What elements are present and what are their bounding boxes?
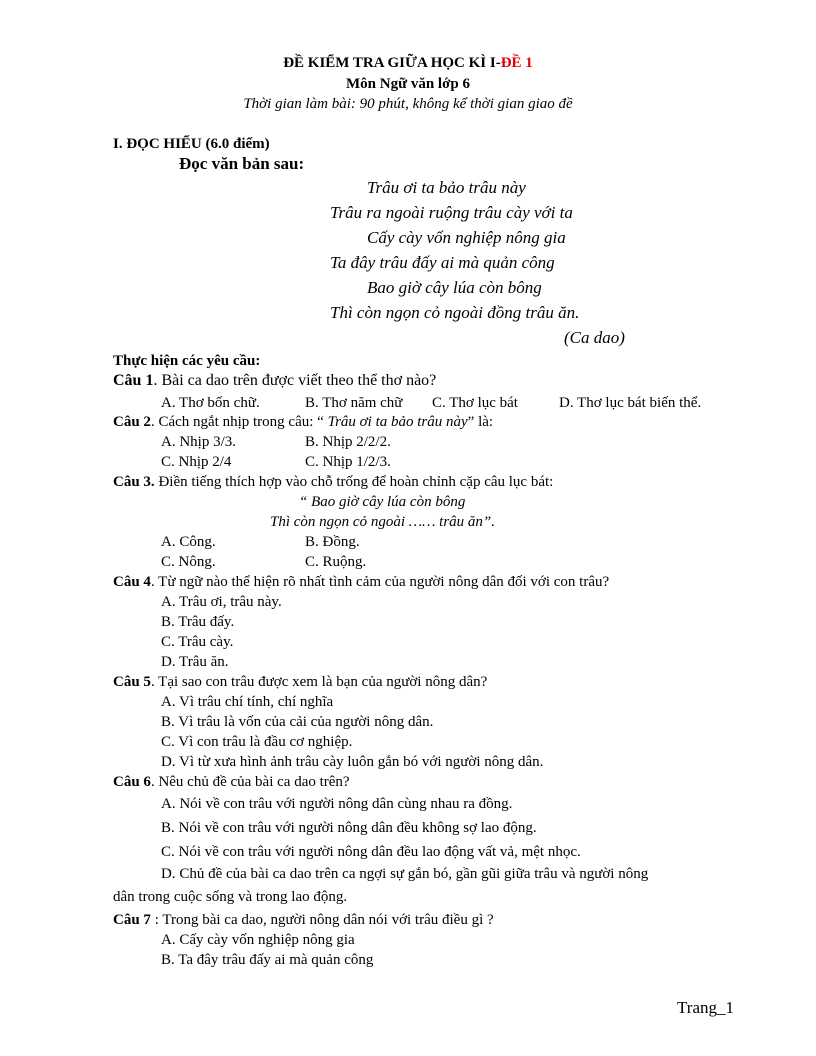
question-2: [113, 413, 493, 431]
question-3-text: Điền tiếng thích hợp vào chỗ trống để hoàn chỉnh cặp câu lục bát:: [154, 474, 554, 490]
q6-option-a: A. Nói về con trâu với người nông dân cùng nhau ra đồng.: [161, 796, 513, 812]
q1-option-a: A. Thơ bốn chữ.: [161, 395, 260, 411]
q1-option-c: C. Thơ lục bát: [432, 395, 518, 411]
q2-option-a: A. Nhịp 3/3.: [161, 434, 236, 450]
page-number: Trang_1: [677, 998, 734, 1017]
question-5: [113, 673, 487, 691]
exam-title: [0, 54, 816, 72]
q5-option-b: B. Vì trâu là vốn của cải của người nông dân.: [161, 714, 434, 730]
reading-instruction: Đọc văn bản sau:: [179, 154, 305, 173]
q1-option-b: B. Thơ năm chữ: [305, 395, 403, 411]
q6-option-c: C. Nói về con trâu với người nông dân đều lao động vất vả, mệt nhọc.: [161, 844, 581, 860]
question-7: [113, 911, 494, 929]
q2-option-b: B. Nhịp 2/2/2.: [305, 434, 391, 450]
poem-line-1: Trâu ơi ta bảo trâu này: [367, 178, 526, 197]
q5-option-a: A. Vì trâu chí tính, chí nghĩa: [161, 694, 334, 710]
question-3-label: Câu 3.: [113, 474, 155, 490]
question-6: [113, 773, 350, 791]
question-5-label: Câu 5: [113, 674, 151, 690]
poem-line-4: Ta đây trâu đấy ai mà quản công: [330, 253, 555, 272]
question-2-text-post: ” là:: [467, 414, 494, 430]
question-3: [113, 473, 553, 491]
question-2-text-pre: . Cách ngắt nhịp trong câu: “: [150, 414, 328, 430]
poem-line-2: Trâu ra ngoài ruộng trâu cày với ta: [330, 203, 573, 222]
q7-option-a: A. Cấy cày vốn nghiệp nông gia: [161, 932, 355, 948]
poem-line-6: Thì còn ngọn cỏ ngoài đồng trâu ăn.: [330, 303, 580, 322]
question-4-text: . Từ ngữ nào thể hiện rõ nhất tình cảm của người nông dân đối với con trâu?: [150, 574, 610, 590]
question-7-label: Câu 7: [113, 912, 151, 928]
q2-option-c: C. Nhịp 2/4: [161, 454, 232, 470]
exam-time-note: Thời gian làm bài: 90 phút, không kể thời gian giao đề: [243, 96, 573, 112]
question-2-label: Câu 2: [113, 414, 151, 430]
poem-source: (Ca dao): [564, 328, 625, 347]
question-7-text: : Trong bài ca dao, người nông dân nói với trâu điều gì ?: [150, 912, 494, 928]
question-4-label: Câu 4: [113, 574, 151, 590]
question-4: [113, 573, 609, 591]
exam-subject: Môn Ngữ văn lớp 6: [346, 76, 470, 92]
q2-option-d: C. Nhịp 1/2/3.: [305, 454, 391, 470]
q5-option-c: C. Vì con trâu là đầu cơ nghiệp.: [161, 734, 353, 750]
question-1: [113, 372, 436, 390]
section-heading: I. ĐỌC HIỂU (6.0 điểm): [113, 136, 270, 152]
question-6-label: Câu 6: [113, 774, 151, 790]
q1-option-d: D. Thơ lục bát biến thể.: [559, 395, 702, 411]
question-6-text: . Nêu chủ đề của bài ca dao trên?: [150, 774, 350, 790]
q6-option-b: B. Nói về con trâu với người nông dân đều không sợ lao động.: [161, 820, 537, 836]
poem-line-3: Cấy cày vốn nghiệp nông gia: [367, 228, 566, 247]
exam-title-number: ĐỀ 1: [500, 55, 533, 71]
q3-option-b: B. Đồng.: [305, 534, 360, 550]
q3-quote-line-2: Thì còn ngọn cỏ ngoài …… trâu ăn”.: [270, 514, 496, 530]
q6-option-d-line-1: D. Chủ đề của bài ca dao trên ca ngợi sự gắn bó, gần gũi giữa trâu và người nông: [161, 866, 649, 882]
question-5-text: . Tại sao con trâu được xem là bạn của người nông dân?: [150, 674, 488, 690]
q4-option-a: A. Trâu ơi, trâu này.: [161, 594, 282, 610]
poem-line-5: Bao giờ cây lúa còn bông: [367, 278, 542, 297]
q4-option-d: D. Trâu ăn.: [161, 654, 229, 670]
tasks-heading: Thực hiện các yêu cầu:: [113, 353, 261, 369]
q3-option-c: C. Nông.: [161, 554, 216, 570]
q4-option-b: B. Trâu đấy.: [161, 614, 235, 630]
q3-quote-line-1: “ Bao giờ cây lúa còn bông: [299, 494, 466, 510]
q7-option-b: B. Ta đây trâu đấy ai mà quản công: [161, 952, 374, 968]
q6-option-d-line-2: dân trong cuộc sống và trong lao động.: [113, 889, 348, 905]
question-1-label: Câu 1: [113, 372, 154, 389]
question-2-quote: Trâu ơi ta bảo trâu này: [327, 414, 468, 430]
q5-option-d: D. Vì từ xưa hình ảnh trâu cày luôn gắn bó với người nông dân.: [161, 754, 544, 770]
q4-option-c: C. Trâu cày.: [161, 634, 234, 650]
q3-option-a: A. Công.: [161, 534, 216, 550]
q3-option-d: C. Ruộng.: [305, 554, 367, 570]
exam-title-main: ĐỀ KIỂM TRA GIỮA HỌC KÌ I-: [283, 55, 501, 71]
question-1-text: . Bài ca dao trên được viết theo thể thơ nào?: [153, 372, 437, 389]
